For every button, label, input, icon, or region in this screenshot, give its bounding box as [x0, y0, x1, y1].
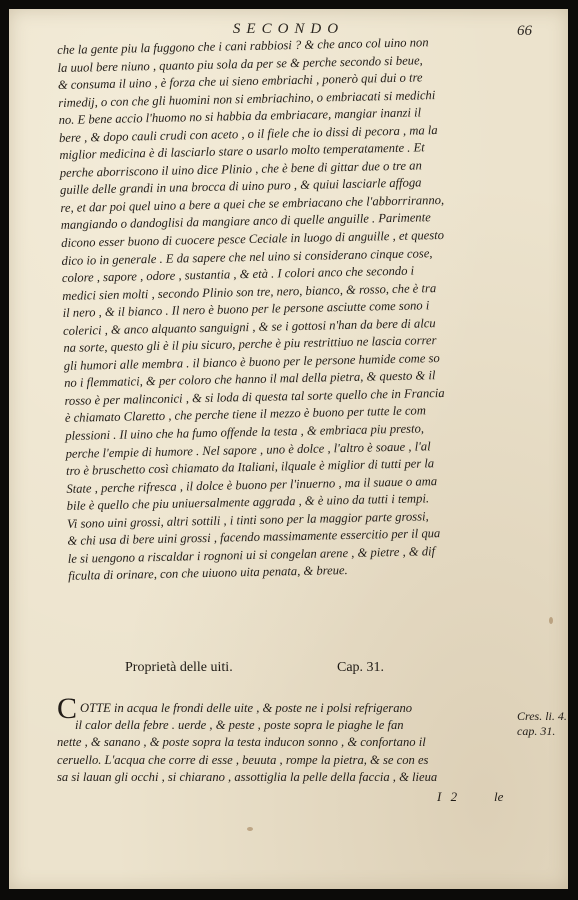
text-line: dico io in generale . E da sapere che nel uino si considerano cinque cose,: [61, 245, 433, 268]
text-line: gli humori alle membra . il bianco è buono per le persone humide come so: [63, 350, 440, 373]
text-line: bere , & dopo cauli crudi con aceto , o il fiele che io dissi di pecora , ma la: [58, 122, 438, 145]
margin-note-line: cap. 31.: [517, 724, 556, 738]
signature-mark: I 2: [437, 789, 458, 804]
text-line: mangiando o dandoglisi da mangiare anco di quelle anguille . Parimente: [60, 210, 431, 233]
text-line: tro è bruschetto così chiamato da Italiani, ilquale è miglior di tutti per la: [65, 456, 435, 479]
paper-stain: [247, 827, 253, 831]
text-line: il nero , & il bianco . Il nero è buono per le persone asciutte come sono i: [62, 298, 430, 321]
text-line: perche aborriscono il uino dice Plinio , che è bene di gittar due o tre an: [59, 158, 422, 180]
text-line: & consuma il uino , è forza che ui sieno embriachi , ponerò qui dui o tre: [57, 70, 423, 93]
text-line: & chi usa di bere uini grossi , facendo massimamente essercitio per il qua: [67, 526, 441, 549]
text-line: no i flemmatici, & per coloro che hanno il mal della pietra, & questo & il: [64, 368, 436, 391]
text-line: State , perche rifresca , il dolce è buono per l'inuerno , ma il suaue o ama: [66, 473, 438, 496]
text-line-rest: OTTE in acqua le frondi delle uite , & poste ne i polsi refrigerano: [80, 701, 413, 715]
text-line: miglior medicina è di lasciarlo stare o usarlo molto temperatamente . Et: [59, 140, 425, 163]
text-line: nette , & sanano , & poste sopra la testa inducon sonno , & confortano il: [57, 735, 426, 750]
text-line: Vi sono uini grossi, altri sottili , i tinti sono per la maggior parte grossi,: [66, 509, 429, 531]
margin-note-line: Cres. li. 4.: [517, 709, 567, 723]
text-line: bile è quello che piu uniuersalmente aggrada , & è uino da tutti i tempi.: [66, 491, 430, 514]
chapter-title: Proprietà delle uiti.: [125, 660, 233, 675]
text-line: ceruello. L'acqua che corre di esse , beuuta , rompe la pietra, & se con es: [57, 752, 429, 767]
drop-cap: C: [57, 692, 78, 725]
text-line: colerici , & anco alquanto sanguigni , & se i gottosi n'han da bere di alcu: [62, 315, 436, 338]
text-line: che la gente piu la fuggono che i cani rabbiosi ? & che anco col uino non: [57, 35, 429, 57]
text-line: medici sien molti , secondo Plinio son tre, nero, bianco, & rosso, che è tra: [62, 280, 437, 303]
text-line: sa si lauan gli occhi , si chiarano , assottiglia la pelle della faccia , & lieua: [57, 770, 438, 785]
margin-note: [517, 709, 578, 739]
book-page: [9, 9, 568, 889]
text-line: na sorte, questo gli è il piu sicuro, perche è piu restrittiuo ne lascia correr: [63, 333, 437, 356]
text-line: il calor della febre . uerde , & peste , poste sopra le piaghe le fan: [75, 717, 404, 732]
chapter-number: Cap. 31.: [337, 660, 385, 675]
chapter-heading: [125, 660, 545, 676]
paper-stain: [549, 617, 553, 624]
text-line: rimedij, o con che gli huomini non si embriachino, o embriacati si medichi: [58, 87, 436, 110]
text-line: rosso è per malinconici , & si loda di questa tal sorte quello che in Francia: [64, 385, 445, 408]
text-line: dicono esser buono di cuocere pesce Ceciale in luogo di anguille , et questo: [61, 227, 445, 250]
text-line: guille delle grandi in una brocca di uino puro , & quiui lasciarle affoga: [59, 175, 422, 198]
body-text: [57, 32, 540, 586]
text-line: la uuol bere niuno , quanto piu sola da per se & perche secondo si beue,: [57, 52, 423, 75]
page-number: 66: [517, 23, 532, 39]
chapter-text: [57, 692, 525, 787]
running-head: SECONDO: [232, 21, 345, 37]
text-line: è chiamato Claretto , che perche tiene il mezzo è buono per tutte le com: [64, 403, 426, 426]
text-line: no. E bene accio l'huomo no si habbia da embriacare, mangiar inanzi il: [58, 105, 422, 128]
text-line: colore , sapore , odore , sustantia , & età . I colori anco che secondo i: [61, 263, 415, 286]
text-line: perche l'empie di humore . Nel sapore , uno è dolce , l'altro è soaue , l'al: [65, 438, 431, 461]
catchword: le: [494, 789, 504, 804]
text-line: le si uengono a riscaldar i rognoni ui si congelan arene , & pietre , & dif: [67, 544, 436, 566]
text-line: re, et dar poi quel uino a bere a quei che se embriacano che l'abborriranno,: [60, 192, 445, 215]
text-line: ficulta di orinare, con che uiuono uita penata, & breue.: [68, 563, 348, 584]
text-line: plessioni . Il uino che ha fumo offende la testa , & embriaca piu presto,: [65, 421, 425, 443]
